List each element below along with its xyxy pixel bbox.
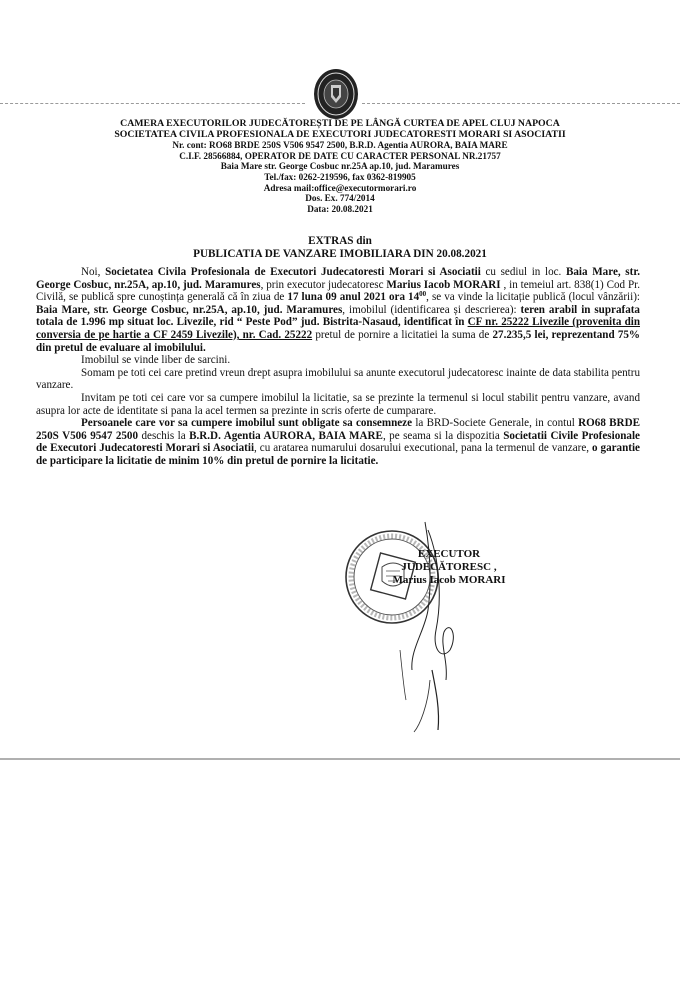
auction-date: 17 luna 09 anul 2021 ora $14^{00}$ bbox=[287, 290, 427, 304]
property-description: teren arabil in suprafata totala de 1.996 mp situat loc. Livezile, rid “ Peste Pod” jud. Bistrita-Nasaud, identificat în bbox=[36, 303, 640, 329]
auction-location: Baia Mare, str. George Cosbuc, nr.25A, ap.10, jud. Maramures bbox=[36, 303, 343, 316]
executor-name: Marius Iacob MORARI bbox=[386, 278, 501, 291]
header-rule-left bbox=[0, 103, 305, 104]
title-publication: PUBLICATIA DE VANZARE IMOBILIARA DIN 20.08.2021 bbox=[193, 248, 487, 260]
header-company: SOCIETATEA CIVILA PROFESIONALA DE EXECUTORI JUDECATORESTI MORARI SI ASOCIATII bbox=[114, 128, 566, 140]
deposit-guarantee: o garantie de participare la licitatie de minim 10% din pretul de pornire la licitatie. bbox=[36, 442, 640, 467]
header-chamber: CAMERA EXECUTORILOR JUDECĂTOREȘTI DE PE LÂNGĂ CURTEA DE APEL CLUJ NAPOCA bbox=[120, 118, 560, 129]
signature-title: EXECUTOR JUDECĂTORESC , bbox=[401, 548, 497, 573]
header-case-number: Dos. Ex. 774/2014 bbox=[305, 193, 375, 204]
starting-price: 27.235,5 lei, reprezentand 75% din pretul de evaluare al imobilului. bbox=[36, 328, 641, 354]
title-extract: EXTRAS din bbox=[308, 235, 372, 247]
paragraph-deposit: Persoanele care vor sa cumpere imobilul sunt obligate sa consemneze la BRD-Societe Generale, in contul RO68 BRDE 250S V506 9547 2500 deschis la B.R.D. Agentia AURORA, BAIA MARE, pe seama si la dispozitia Societatii Civile Profesionale de Executori Judecatoresti Morari si Asociatii, cu aratarea numarului dosarului executional, pana la termenul de vanzare, o garantie de participare la licitatie de minim 10% din pretul de pornire la licitatie. bbox=[36, 417, 640, 467]
signature-block bbox=[374, 548, 524, 587]
header-cif: C.I.F. 28566884, OPERATOR DE DATE CU CARACTER PERSONAL NR.21757 bbox=[179, 150, 501, 161]
property-cadastral-id: CF nr. 25222 Livezile (provenita din conversia de pe hartie a CF 2459 Livezile), nr. Cad. 25222 bbox=[36, 316, 640, 341]
header-address: Baia Mare str. George Cosbuc nr.25A ap.10, jud. Maramures bbox=[220, 161, 460, 172]
document-title bbox=[0, 235, 680, 261]
paragraph-invitation: Invitam pe toti cei care vor sa cumpere imobilul la licitatie, sa se prezinte la termenul si locul stabilit pentru vanzare, avand asupra lor acte de identitate si pana la acel termen sa prezinte in scris oferte de cumparare. bbox=[36, 391, 640, 417]
signature-name: Marius Iacob MORARI bbox=[392, 574, 506, 586]
header-rule-right bbox=[362, 103, 680, 104]
page-bottom-rule bbox=[0, 758, 680, 760]
header-phone: Tel./fax: 0262-219596, fax 0362-819905 bbox=[264, 171, 416, 182]
header-account: Nr. cont: RO68 BRDE 250S V506 9547 2500, B.R.D. Agentia AURORA, BAIA MARE bbox=[172, 140, 508, 151]
header-date: Data: 20.08.2021 bbox=[307, 203, 373, 214]
document-body bbox=[36, 266, 640, 468]
paragraph-announcement: Noi, Societatea Civila Profesionala de Executori Judecatoresti Morari si Asociatii cu sediul in loc. Baia Mare, str. George Cosbuc, nr.25A, ap.10, jud. Maramures, prin executor judecatoresc Marius Iacob MORARI , in temeiul art. 838(1) Cod Pr. Civilă, se publică spre cunoștința generală că în ziua de 17 luna 09 anul 2021 ora $14^{00}$, se va vinde la licitație publică (locul vânzării): Baia Mare, str. George Cosbuc, nr.25A, ap.10, jud. Maramures, imobilul (identificarea și descrierea): teren arabil in suprafata totala de 1.996 mp situat loc. Livezile, rid “ Peste Pod” jud. Bistrita-Nasaud, identificat în CF nr. 25222 Livezile (provenita din conversia de pe hartie a CF 2459 Livezile), nr. Cad. 25222 pretul de pornire a licitatiei la suma de 27.235,5 lei, reprezentand 75% din pretul de evaluare al imobilului. bbox=[36, 266, 641, 354]
chamber-seal-icon bbox=[312, 67, 360, 121]
deposit-account: RO68 BRDE 250S V506 9547 2500 bbox=[36, 417, 640, 442]
header-email: Adresa mail:office@executormorari.ro bbox=[263, 182, 417, 193]
document-header bbox=[0, 119, 680, 214]
paragraph-summons: Somam pe toti cei care pretind vreun drept asupra imobilului sa anunte executorul judecatoresc inainte de data stabilita pentru vanzare. bbox=[36, 366, 640, 392]
paragraph-no-encumbrances: Imobilul se vinde liber de sarcini. bbox=[81, 354, 231, 367]
